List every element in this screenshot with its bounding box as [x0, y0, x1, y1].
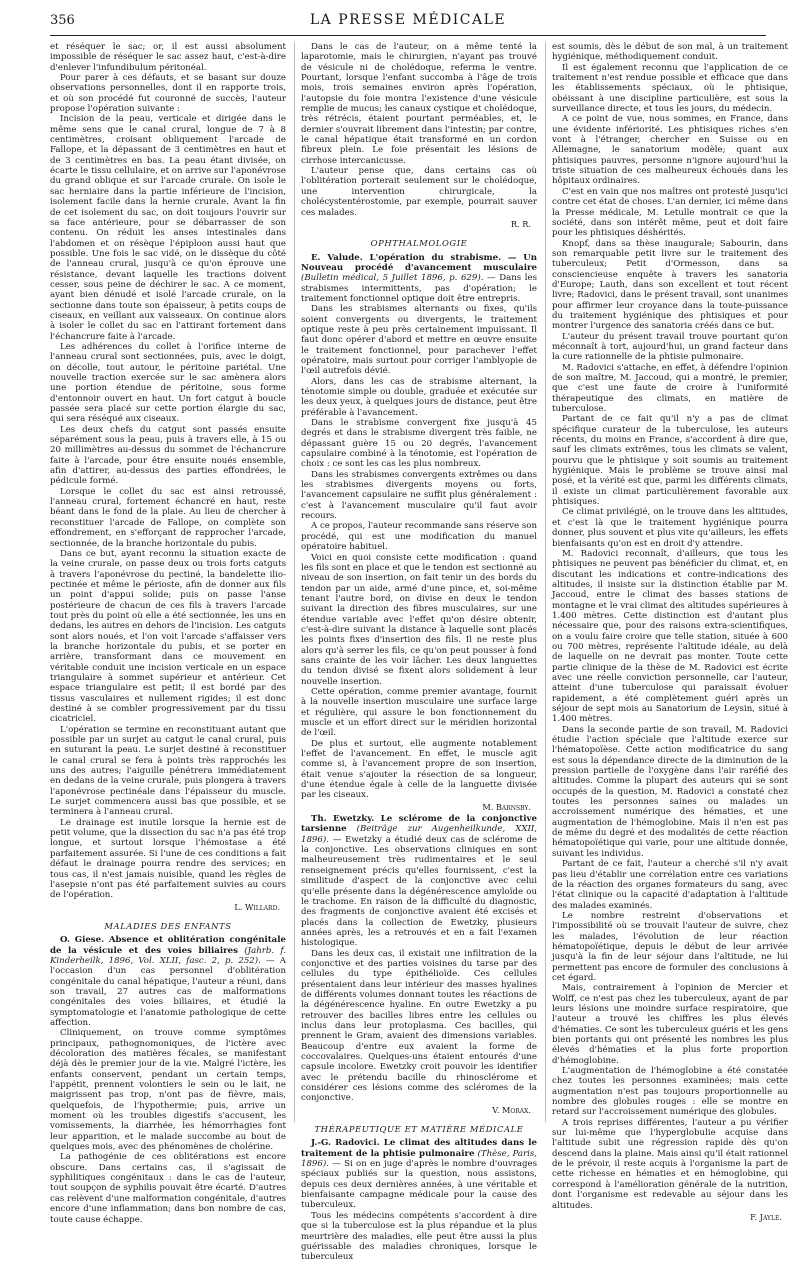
entry-paragraph [50, 935, 286, 1028]
paragraph: Dans les strabismes alternants ou fixes, qu'ils soient convergents ou divergents, le traitement optique reste à peu près certainement impuissant. Il faut donc opérer d'abord et mettre en œuvre ensuite le traitement fonctionnel, pour parachever l'effet opératoire, mais surtout pour corriger l'amblyopie de l'œil autrefois dévié. [301, 304, 537, 377]
entry-reference: (Beiträge zur Augenheilkunde, XXII, 1896). [301, 824, 537, 845]
entry-heading: O. Giese. Absence et oblitération congénitale de la vésicule et des voies biliaires [50, 935, 286, 956]
journal-title: LA PRESSE MÉDICALE [309, 12, 507, 28]
column-rule [545, 42, 546, 1122]
entry-heading: E. Valude. L'opération du strabisme. — Un Nouveau procédé d'avancement musculaire [301, 252, 537, 273]
paragraph: Pour parer à ces défauts, et se basant sur douze observations personnelles, dont il en rapporte trois, et où son procédé fut couronné de succès, l'auteur propose l'opération suivante : [50, 73, 286, 115]
paragraph: Dans ce but, ayant reconnu la situation exacte de la veine crurale, on passe deux ou trois forts catguts à travers l'aponévrose du pectiné, la bandelette ilio-pectinée et même le périoste, afin de donner aux fils un point d'appui solide; puis on passe l'anse postérieure de chacun de ces fils à travers l'arcade tout près du point où elle a été sectionnée, les uns en dedans, les autres en dehors de l'incision. Les catguts sont alors noués, et l'on voit l'arcade s'affaisser vers la branche horizontale du pubis, et se porter en arrière, transformant dans ce mouvement en véritable conduit une incision verticale en un espace triangulaire à sommet supérieur et antérieur. Cet espace triangulaire est petit; il est bordé par des tissus vasculaires et nullement rigides; il est donc destiné à se combler progressivement par du tissu cicatriciel. [50, 548, 286, 725]
paragraph: Les deux chefs du catgut sont passés ensuite séparément sous la peau, puis à travers elle, à 15 ou 20 millimètres au-dessus du sommet de l'échancrure faite à l'arcade, pour être ensuite noués ensemble, afin d'attirer, au-dessus des parties effondrées, le pédicule formé. [50, 424, 286, 487]
paragraph: A ce propos, l'auteur recommande sans réserve son procédé, qui est une modification du manuel opératoire habituel. [301, 521, 537, 553]
paragraph: Les adhérences du collet à l'orifice interne de l'anneau crural sont sectionnées, puis, avec le doigt, on décolle, tout autour, le péritoine pariétal. Une nouvelle traction exercée sur le sac amènera alors une portion étendue de péritoine, sous forme d'entonnoir ouvert en haut. Un fort catgut à boucle passée sera placé sur cette portion élargie du sac, qui sera réséqué aux ciseaux. [50, 341, 286, 425]
paragraph: Lorsque le collet du sac est ainsi retroussé, l'anneau crural, fortement échancré en haut, reste béant dans le fond de la plaie. Au lieu de chercher à reconstituer l'arcade de Fallope, on complète son effondrement, en s'efforçant de rapprocher l'arcade, sectionnée, de la branche horizontale du pubis. [50, 486, 286, 549]
paragraph: De plus et surtout, elle augmente notablement l'effet de l'avancement. En effet, le muscle agit comme si, à l'avancement propre de son insertion, était venue s'ajouter la résection de sa longueur, d'une étendue égale à celle de la languette divisée par les ciseaux. [301, 738, 537, 801]
paragraph: Mais, contrairement à l'opinion de Mercier et Wolff, ce n'est pas chez les tuberculeux, ayant de par leurs lésions une moindre surface respiratoire, que l'auteur a trouvé les chiffres les plus élevés d'hématies. Ce sont les tuberculeux guéris et les gens bien portants qui ont présenté les nombres les plus élevés d'hématies et la plus forte proportion d'hémoglobine. [552, 983, 788, 1066]
entry-paragraph [301, 814, 537, 948]
author-signature: R. R. [510, 218, 531, 229]
paragraph: L'opération se termine en reconstituant autant que possible par un surjet au catgut le canal crural, puis en suturant la peau. Le surjet destiné à reconstituer le canal crural se fera à points très rapprochés les uns des autres; l'aiguille pénétrera immédiatement en dedans de la veine crurale, puis plongera à travers l'aponévrose pectinéale dans l'épaisseur du muscle. Le surjet commencera aussi bas que possible, et se terminera à l'anneau crural. [50, 724, 286, 818]
section-title: OPHTHALMOLOGIE [370, 238, 468, 249]
paragraph: Ce climat privilégié, on le trouve dans les altitudes, et c'est là que le traitement hygiénique pourra donner, plus souvent et plus vite qu'ailleurs, les effets bienfaisants qu'on est en droit d'y attendre. [552, 507, 788, 549]
paragraph: A trois reprises différentes, l'auteur a pu vérifier sur lui-même que l'hyperglobulie acquise dans l'altitude subit une régression rapide dès qu'on descend dans la plaine. Mais ainsi qu'il était rationnel de le prévoir, il reste acquis à l'organisme la part de cette richesse en hématies et en hémoglobine, qui correspond à l'amélioration générale de la nutrition, dont l'organisme est redevable au séjour dans les altitudes. [552, 1117, 788, 1211]
paragraph: Partant de ce fait qu'il n'y a pas de climat spécifique curateur de la tuberculose, les auteurs récents, du moins en France, s'accordent à dire que, sauf les climats extrêmes, tous les climats se valent, pourvu que le phtisique y soit soumis au traitement hygiénique. Mais le problème se trouve ainsi mal posé, et la vérité est que, parmi les différents climats, il existe un climat particulièrement favorable aux phtisiques. [552, 414, 788, 508]
column-right [552, 42, 789, 1222]
paragraph: Le drainage est inutile lorsque la hernie est de petit volume, que la dissection du sac n'a pas été trop longue, et surtout lorsque l'hémostase a été parfaitement assurée. Si l'une de ces conditions a fait défaut le drainage pourra rendre des services; en tous cas, il n'est jamais nuisible, quand les règles de l'asepsie n'ont pas été parfaitement suivies au cours de l'opération. [50, 817, 286, 901]
paragraph: Dans le cas de l'auteur, on a même tenté la laparotomie, mais le chirurgien, n'ayant pas trouvé de vésicule ni de cholédoque, referma le ventre. Pourtant, lorsque l'enfant succomba à l'âge de trois mois, trois semaines environ après l'opération, l'autopsie du foie montra l'existence d'une vésicule remplie de mucus; les canaux cystique et cholédoque, très rétrécis, étaient pourtant perméables, et, le dernier s'ouvrait librement dans l'intestin; par contre, le canal hépatique était transformé en un cordon fibreux plein. Le foie présentait les lésions de cirrhose intercanicusse. [301, 42, 537, 166]
entry-paragraph [301, 1138, 537, 1210]
entry-text: — A l'occasion d'un cas personnel d'oblitération congénitale du canal hépatique, l'auteur a réuni, dans son travail, 27 autres cas de malformations congénitales des voies biliaires, et étudié la symptomatologie et l'anatomie pathologique de cette affection. [50, 955, 286, 1028]
page-number: 356 [50, 13, 75, 28]
entry-paragraph [301, 253, 537, 305]
paragraph: L'auteur du présent travail trouve pourtant qu'on méconnaît à tort, aujourd'hui, un grand facteur dans la cure rationnelle de la phtisie pulmonaire. [552, 331, 788, 363]
page-header [50, 12, 766, 36]
paragraph: Alors, dans les cas de strabisme alternant, la ténotomie simple ou double, graduée et exécutée sur les deux yeux, à quelques jours de distance, peut être préférable à l'avancement. [301, 376, 537, 418]
paragraph: Incision de la peau, verticale et dirigée dans le même sens que le canal crural, longue de 7 à 8 centimètres, croisant obliquement l'arcade de Fallope, et la dépassant de 3 centimètres en haut et de 3 centimètres en bas. La peau étant divisée, on écarte le tissu cellulaire, et on arrive sur l'aponévrose du grand oblique et sur l'arcade crurale. On isole le sac herniaire dans la partie inférieure de l'incision, isolement facile dans la hernie crurale. Avant la fin de cet isolement du sac, on doit toujours l'ouvrir sur sa face antérieure, pour se débarrasser de son contenu. On réduit les anses intestinales dans l'abdomen et on résèque l'épiploon aussi haut que possible. Une fois le sac vidé, on le dissèque du côté de l'anneau crural, jusqu'à ce qu'on éprouve une résistance, devant laquelle les tractions doivent cesser, sous peine de déchirer le sac. A ce moment, ayant bien dénudé et isolé l'arcade crurale, on la sectionne dans toute son épaisseur, à petits coups de ciseaux, en veillant aux vaisseaux. On continue alors à isoler le collet du sac en l'attirant fortement dans l'échancrure faite à l'arcade. [50, 114, 286, 342]
entry-reference: (Jahrb. f. Kinderheilk, 1896, Vol. XLII, fasc. 2, p. 252). [50, 945, 287, 966]
paragraph: et réséquer le sac; or, il est aussi absolument impossible de réséquer le sac assez haut, c'est-à-dire d'enlever l'infundibulum péritonéal. [50, 42, 286, 73]
paragraph: Il est également reconnu que l'application de ce traitement n'est rendue possible et efficace que dans les établissements spéciaux, où le phtisique, obéissant à une discipline particulière, est sous la surveillance directe, et tous les jours, du médecin. [552, 62, 788, 115]
section-title: MALADIES DES ENFANTS [104, 920, 232, 931]
entry-heading: Th. Ewetzky. Le sclérome de la conjonctive tarsienne [301, 814, 537, 835]
entry-text: — Si on en juge d'après le nombre d'ouvrages spéciaux publiés sur la question, nous assistons, depuis ces deux dernières années, à une véritable et bienfaisante campagne médicale pour la cause des tuberculeux. [301, 1159, 538, 1211]
column-middle [301, 42, 538, 1263]
paragraph: L'augmentation de l'hémoglobine a été constatée chez toutes les personnes examinées; mais cette augmentation n'est pas toujours proportionnelle au nombre des globules rouges : elle se montre en retard sur l'accroissement numérique des globules. [552, 1066, 788, 1118]
author-signature: V. Morax. [492, 1104, 531, 1115]
column-rule [294, 42, 295, 1122]
paragraph: Partant de ce fait, l'auteur a cherché s'il n'y avait pas lieu d'établir une corrélation entre ces variations de la réaction des organes formateurs du sang, avec l'état clinique ou la capacité d'adaptation à l'altitude des malades examinés. [552, 859, 788, 911]
paragraph: est soumis, dès le début de son mal, à un traitement hygiénique, méthodiquement conduit. [552, 42, 788, 63]
paragraph: Tous les médecins compétents s'accordent à dire que si la tuberculose est la plus répandue et la plus meurtrière des maladies, elle peut être aussi la plus guérissable des maladies chroniques, lorsque le tuberculeux [301, 1210, 537, 1263]
paragraph: C'est en vain que nos maîtres ont protesté jusqu'ici contre cet état de choses. L'an dernier, ici même dans la Presse médicale, M. Letulle montrait ce que la société, dans son intérêt même, peut et doit faire pour les phtisiques déshérités. [552, 186, 789, 239]
paragraph: M. Radovici s'attache, en effet, à défendre l'opinion de son maître, M. Jaccoud, qui a montré, le premier, que c'est une faute de croire à l'uniformité thérapeutique des climats, en matière de tuberculose. [552, 362, 788, 415]
paragraph: Dans les strabismes convergents extrêmes ou dans les strabismes divergents moyens ou forts, l'avancement capsulaire ne suffit plus généralement : c'est à l'avancement musculaire qu'il faut avoir recours. [301, 469, 537, 522]
entry-text: — Dans les strabismes intermittents, pas d'opération; le traitement fonctionnel optique doit être entrepris. [301, 273, 538, 304]
section-title: THÉRAPEUTIQUE ET MATIÈRE MÉDICALE [314, 1124, 524, 1135]
entry-heading: J.-G. Radovici. Le climat des altitudes dans le traitement de la phtisie pulmonaire [301, 1138, 537, 1159]
paragraph: Le nombre restreint d'observations et l'impossibilité où se trouvait l'auteur de suivre, chez les malades, l'évolution de leur réaction hématopoïétique, depuis le début de leur arrivée jusqu'à la fin de leur séjour dans l'altitude, ne lui permettent pas encore de formuler des conclusions à cet égard. [552, 910, 788, 983]
author-signature: L. Willard. [234, 901, 280, 912]
paragraph: A ce point de vue, nous sommes, en France, dans une évidente infériorité. Les phtisiques riches s'en vont à l'étranger, chercher en Suisse ou en Allemagne, le sanatorium modèle; quant aux phtisiques pauvres, personne n'ignore aujourd'hui la triste situation de ces malheureux échoués dans les hôpitaux ordinaires. [552, 114, 788, 187]
entry-reference: (Bulletin médical, 5 Juillet 1896, p. 629). [301, 273, 484, 284]
author-signature: M. Barnsby. [482, 801, 531, 812]
paragraph: M. Radovici reconnaît, d'ailleurs, que tous les phtisiques ne peuvent pas bénéficier du climat, et, en discutant les indications et contre-indications des altitudes, il insiste sur la distinction établie par M. Jaccoud, entre le climat des basses stations de montagne et le vrai climat des altitudes supérieures à 1.400 mètres. Cette distinction est d'autant plus nécessaire que, pour des raisons extra-scientifiques, on a voulu faire croire que telle station, située à 600 ou 700 mètres, représente l'altitude idéale, au delà de laquelle on ne devrait pas monter. Toute cette partie clinique de la thèse de M. Radovici est écrite avec une réelle conviction personnelle, car l'auteur, atteint d'une tuberculose qui paraissait évoluer rapidement, a été complètement guéri après un séjour de sept mois au Sanatorium de Leysin, situé à 1.400 mètres. [552, 548, 788, 725]
paragraph: L'auteur pense que, dans certains cas où l'oblitération porterait seulement sur le cholédoque, une intervention chirurgicale, la cholécystentérostomie, par exemple, pourrait sauver ces malades. [301, 166, 537, 218]
paragraph: Knopf, dans sa thèse inaugurale; Sabourin, dans son remarquable petit livre sur le traitement des tuberculeux; Petit d'Ormesson, dans sa consciencieuse enquête à travers les sanatoria d'Europe; Lauth, dans son excellent et tout récent livre; Radovici, dans le présent travail, sont unanimes pour affirmer leur croyance dans la toute-puissance du traitement hygiénique des phtisiques et pour montrer l'urgence des sanatoria créés dans ce but. [552, 238, 788, 332]
paragraph: La pathogénie de ces oblitérations est encore obscure. Dans certains cas, il s'agissait de syphilitiques congénitaux : dans le cas de l'auteur, tout soupçon de syphilis pouvait être écarté. D'autres cas relèvent d'une malformation congénitale, d'autres encore d'une inflammation; dans bon nombre de cas, toute cause échappe. [50, 1152, 286, 1225]
paragraph: Dans la seconde partie de son travail, M. Radovici étudie l'action spéciale que l'altitude exerce sur l'hématopoïèse. Cette action modificatrice du sang est sous la dépendance directe de la diminution de la pression partielle de l'oxygène dans l'air raréfié des altitudes. Comme la plupart des auteurs qui se sont occupés de la question, M. Radovici a constaté chez toutes les personnes saines ou malades un accroissement numérique des hématies, et une augmentation de l'hémoglobine. Mais il n'en est pas de même du degré et des modalités de cette réaction hématopoïétique qui varie, pour une altitude donnée, suivant les individus. [552, 724, 788, 859]
paragraph: Voici en quoi consiste cette modification : quand les fils sont en place et que le tendon est sectionné au niveau de son insertion, on fait tenir un des bords du tendon par un aide, armé d'une pince, et, soi-même tenant l'autre bord, on divise en deux le tendon suivant la direction des fibres musculaires, sur une étendue variable avec l'effet qu'on désire obtenir, c'est-à-dire suivant la distance à laquelle sont placés les points fixes d'insertion des fils. Il ne reste plus alors qu'à serrer les fils, ce qu'on peut pousser à fond sans crainte de les voir lâcher. Les deux languettes du tendon divisé se fixent alors solidement à leur nouvelle insertion. [301, 552, 537, 687]
author-signature: F. Jayle. [750, 1211, 782, 1222]
text-columns [50, 42, 789, 1263]
entry-text: — Ewetzky a étudié deux cas de sclérome de la conjonctive. Les observations cliniques en sont malheureusement très rudimentaires et le seul renseignement précis qu'elles fournissent, c'est la similitude d'aspect de la conjonctive avec celui qu'elle présente dans la dégénérescence amyloïde ou le trachome. En raison de la difficulté du diagnostic, des fragments de conjonctive avaient été excisés et placés dans la collection de Ewetzky, plusieurs années après, les a retrouvés et en a fait l'examen histologique. [301, 834, 537, 949]
entry-reference: (Thèse, Paris, 1896). [301, 1148, 537, 1170]
paragraph: Dans les deux cas, il existait une infiltration de la conjonctive et des parties voisines du tarse par des cellules du type épithélioïde. Ces cellules présentaient dans leur intérieur des masses hyalines de différents volumes donnant toutes les réactions de la dégénérescence hyaline. En outre Ewetzky a pu retrouver des bacilles libres entre les cellules ou inclus dans leur protoplasma. Ces bacilles, qui prennent le Gram, avaient des dimensions variables. Beaucoup d'entre eux avaient la forme de coccovalaires. Quelques-uns étaient entourés d'une capsule incolore. Ewetzky croit pouvoir les identifier avec le prétendu bacille du rhinosclérome et considérer ces lésions comme des scléromes de la conjonctive. [301, 948, 537, 1104]
paragraph: Dans le strabisme convergent fixe jusqu'à 45 degrés et dans le strabisme divergent très faible, ne dépassant guère 15 ou 20 degrés, l'avancement capsulaire combiné à la ténotomie, est l'opération de choix : ce sont les cas les plus nombreux. [301, 418, 537, 470]
paragraph: Cette opération, comme premier avantage, fournit à la nouvelle insertion musculaire une surface large et régulière, qui assure le bon fonctionnement du muscle et un effort direct sur le méridien horizontal de l'œil. [301, 686, 537, 739]
paragraph: Cliniquement, on trouve comme symptômes principaux, pathognomoniques, de l'ictère avec décoloration des matières fécales, se manifestant déjà dès le premier jour de la vie. Malgré l'ictère, les enfants conservent, pendant un certain temps, l'appétit, prennent volontiers le sein ou le lait, ne maigrissent pas trop, n'ont pas de fièvre, mais, quelquefois, de l'hypothermie; puis, arrive un moment où les troubles digestifs s'accusent, les vomissements, la diarrhée, les hémorrhagies font leur apparition, et le malade succombe au bout de quelques mois, avec des phénomènes de cholérine. [50, 1028, 286, 1153]
column-left [50, 42, 287, 1225]
